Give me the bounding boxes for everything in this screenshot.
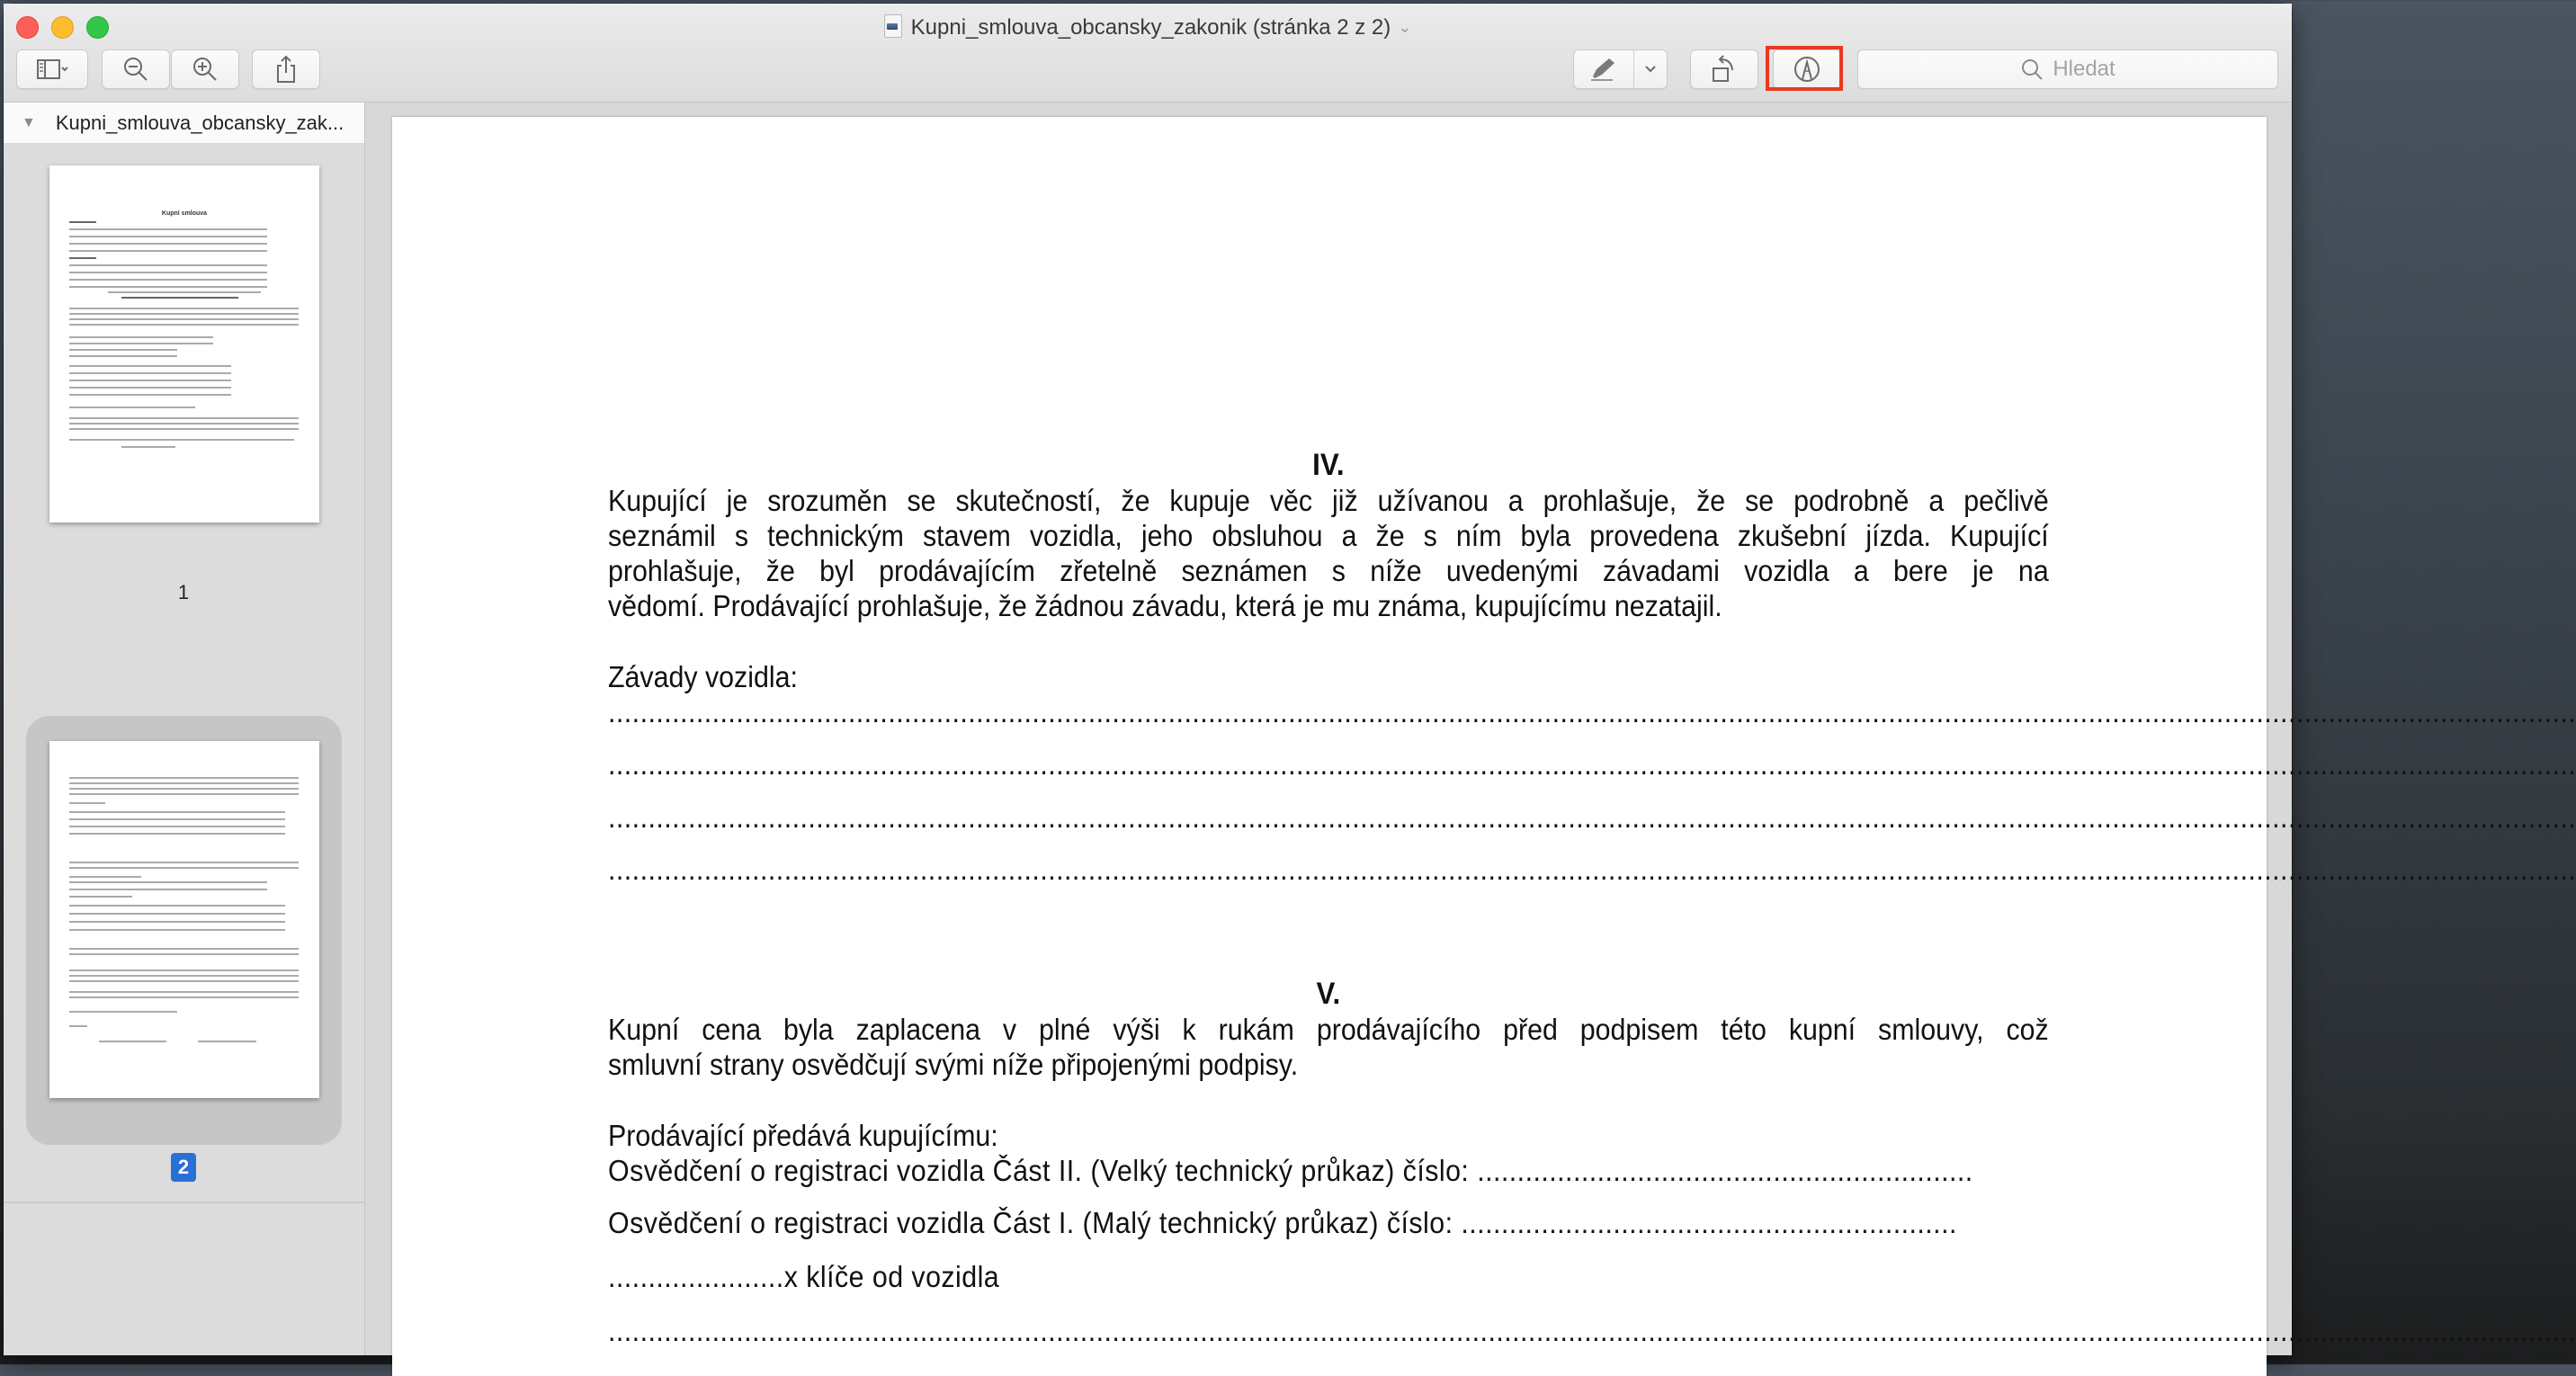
thumbnail-line <box>69 272 267 273</box>
thumbnail-line <box>69 417 299 419</box>
paragraph-line: Kupní cena byla zaplacena v plné výši k rukám prodávajícího před podpisem této kupní smlouvy, což <box>608 1013 2049 1046</box>
thumbnail-line <box>69 889 267 890</box>
thumbnail-line <box>69 372 231 374</box>
thumbnail-line <box>69 777 299 779</box>
thumbnail-line <box>69 921 285 923</box>
thumbnail-line <box>99 1041 166 1042</box>
section-heading-v: V. <box>1316 977 1341 1011</box>
thumbnail-line <box>69 428 299 430</box>
thumbnail-line <box>69 788 299 790</box>
defect-line-1: ...................................................................................................................................................................................................................................................... <box>608 695 2576 728</box>
cert-part1-line: Osvědčení o registraci vozidla Část I. (Malý technický průkaz) číslo: .............................................................. <box>608 1206 1957 1239</box>
chevron-down-icon <box>1644 65 1657 74</box>
page-thumbnail-2[interactable] <box>49 741 319 1098</box>
thumbnail-line <box>69 243 267 245</box>
thumbnail-line <box>69 953 299 955</box>
thumbnail-line <box>69 896 132 898</box>
thumbnail-line <box>69 929 285 931</box>
highlight-options-button[interactable] <box>1634 65 1667 74</box>
zoom-in-button[interactable] <box>171 49 239 89</box>
thumbnail-line <box>69 221 96 223</box>
thumbnail-line <box>69 279 267 281</box>
blank-line: ...................................................................................................................................................................................................................................................... <box>608 1314 2576 1347</box>
markup-button[interactable] <box>1773 49 1841 89</box>
highlighter-icon <box>1589 57 1618 82</box>
thumbnail-line <box>69 264 267 266</box>
thumbnail-line <box>69 782 299 784</box>
zoom-out-icon <box>122 56 149 83</box>
rotate-button[interactable] <box>1690 49 1758 89</box>
page-label-2-selected: 2 <box>171 1153 196 1182</box>
sidebar-icon <box>37 58 67 80</box>
thumbnail-line <box>69 286 267 288</box>
window-title-text: Kupni_smlouva_obcansky_zakonik (stránka 2 z 2) <box>910 15 1391 40</box>
thumbnail-line <box>69 862 299 863</box>
markup-pen-icon <box>1793 55 1821 84</box>
paragraph-line: seznámil s technickým stavem vozidla, jeho obsluhou a že s ním byla provedena zkušební jízda. Kupující <box>608 519 2049 552</box>
thumbnail-line <box>69 867 299 869</box>
thumbnail-line <box>69 387 231 389</box>
section-v-paragraph <box>608 1012 2049 1082</box>
keys-line: ......................x klíče od vozidla <box>608 1260 1000 1293</box>
defect-line-2: ...................................................................................................................................................................................................................................................... <box>608 747 2576 781</box>
thumbnail-line <box>69 308 299 309</box>
thumbnail-line <box>69 365 231 367</box>
paragraph-line: vědomí. Prodávající prohlašuje, že žádnou závadu, která je mu známa, kupujícímu nezatajil. <box>608 589 1722 622</box>
handover-label: Prodávající předává kupujícímu: <box>608 1119 998 1152</box>
thumbnail-line <box>69 336 213 338</box>
sidebar-document-row[interactable] <box>4 103 364 143</box>
share-button[interactable] <box>252 49 320 89</box>
thumbnail-line <box>69 349 177 351</box>
thumbnail-line <box>69 439 294 441</box>
thumbnail-line <box>69 236 267 237</box>
thumbnail-line <box>69 991 299 993</box>
rotate-left-icon <box>1710 55 1739 84</box>
thumbnail-line <box>108 291 261 293</box>
thumbnail-line <box>69 833 285 835</box>
thumbnail-line <box>69 913 285 915</box>
paragraph-line: Kupující je srozuměn se skutečností, že kupuje věc již užívanou a prohlašuje, že se podrobně a pečlivě <box>608 484 2049 517</box>
document-view[interactable] <box>365 103 2576 1355</box>
thumbnail-line <box>69 975 299 977</box>
pdf-document-icon <box>884 14 902 38</box>
thumbnail-line <box>69 876 141 878</box>
thumbnail-line <box>69 818 285 820</box>
thumbnail-line <box>69 257 96 259</box>
search-placeholder: Hledat <box>2053 57 2115 81</box>
paragraph-line: prohlašuje, že byl prodávajícím zřetelně seznámen s níže uvedenými závadami vozidla a bere je na <box>608 554 2049 587</box>
thumbnail-line <box>69 980 299 982</box>
defect-line-3: ...................................................................................................................................................................................................................................................... <box>608 800 2576 834</box>
thumbnail-line <box>69 228 267 230</box>
sidebar-divider <box>4 1202 364 1203</box>
thumbnail-line <box>69 407 195 408</box>
sidebar-toggle-button[interactable] <box>16 49 88 89</box>
page-thumbnail-1[interactable] <box>49 165 319 523</box>
page-label-1: 1 <box>177 581 190 603</box>
thumbnail-line <box>69 969 299 971</box>
zoom-out-button[interactable] <box>102 49 170 89</box>
highlight-button-group <box>1573 49 1668 89</box>
highlight-button[interactable] <box>1574 57 1633 82</box>
thumbnail-line <box>69 324 299 326</box>
search-icon <box>2020 58 2044 81</box>
thumbnail-line <box>69 905 285 907</box>
defect-line-4: ...................................................................................................................................................................................................................................................... <box>608 853 2576 886</box>
thumbnail-line <box>121 446 175 448</box>
window-title[interactable] <box>4 13 2292 42</box>
thumbnail-line <box>198 1041 256 1042</box>
thumbnail-line <box>69 881 267 883</box>
thumbnail-line <box>69 318 299 320</box>
titlebar <box>4 4 2292 103</box>
sidebar-document-name: Kupni_smlouva_obcansky_zak... <box>55 111 344 134</box>
thumbnail-line <box>69 802 105 804</box>
chevron-down-icon[interactable]: ⌄ <box>1398 18 1412 36</box>
thumbnail-line <box>69 826 285 827</box>
preview-window <box>4 4 2576 1355</box>
thumbnail-line <box>69 996 299 998</box>
share-icon <box>275 55 297 84</box>
thumbnail-line <box>69 313 299 315</box>
section-iv-paragraph <box>608 483 2049 623</box>
pdf-page-2 <box>392 117 2576 1376</box>
thumbnail-line <box>69 355 177 357</box>
thumbnail-line <box>69 1025 87 1027</box>
thumbnail-line <box>69 948 299 950</box>
thumbnail-line <box>69 343 213 344</box>
disclosure-triangle-icon[interactable]: ▼ <box>22 114 36 130</box>
thumbnail-line <box>121 297 238 299</box>
thumbnail-line <box>69 793 299 795</box>
defects-label: Závady vozidla: <box>608 660 798 693</box>
thumbnail-line <box>69 423 299 424</box>
thumbnail-line <box>69 250 267 252</box>
thumbnail-heading: Kupní smlouva <box>161 210 208 217</box>
thumbnail-line <box>69 1011 177 1013</box>
thumbnail-sidebar <box>4 103 365 1355</box>
thumbnail-line <box>69 811 285 813</box>
search-field[interactable] <box>1857 49 2278 89</box>
zoom-in-icon <box>192 56 219 83</box>
thumbnail-line <box>69 380 231 381</box>
paragraph-line: smluvní strany osvědčují svými níže připojenými podpisy. <box>608 1048 1299 1081</box>
section-heading-iv: IV. <box>1312 448 1345 482</box>
cert-part2-line: Osvědčení o registraci vozidla Část II. (Velký technický průkaz) číslo: .............................................................. <box>608 1154 1973 1187</box>
thumbnail-line <box>69 394 231 396</box>
